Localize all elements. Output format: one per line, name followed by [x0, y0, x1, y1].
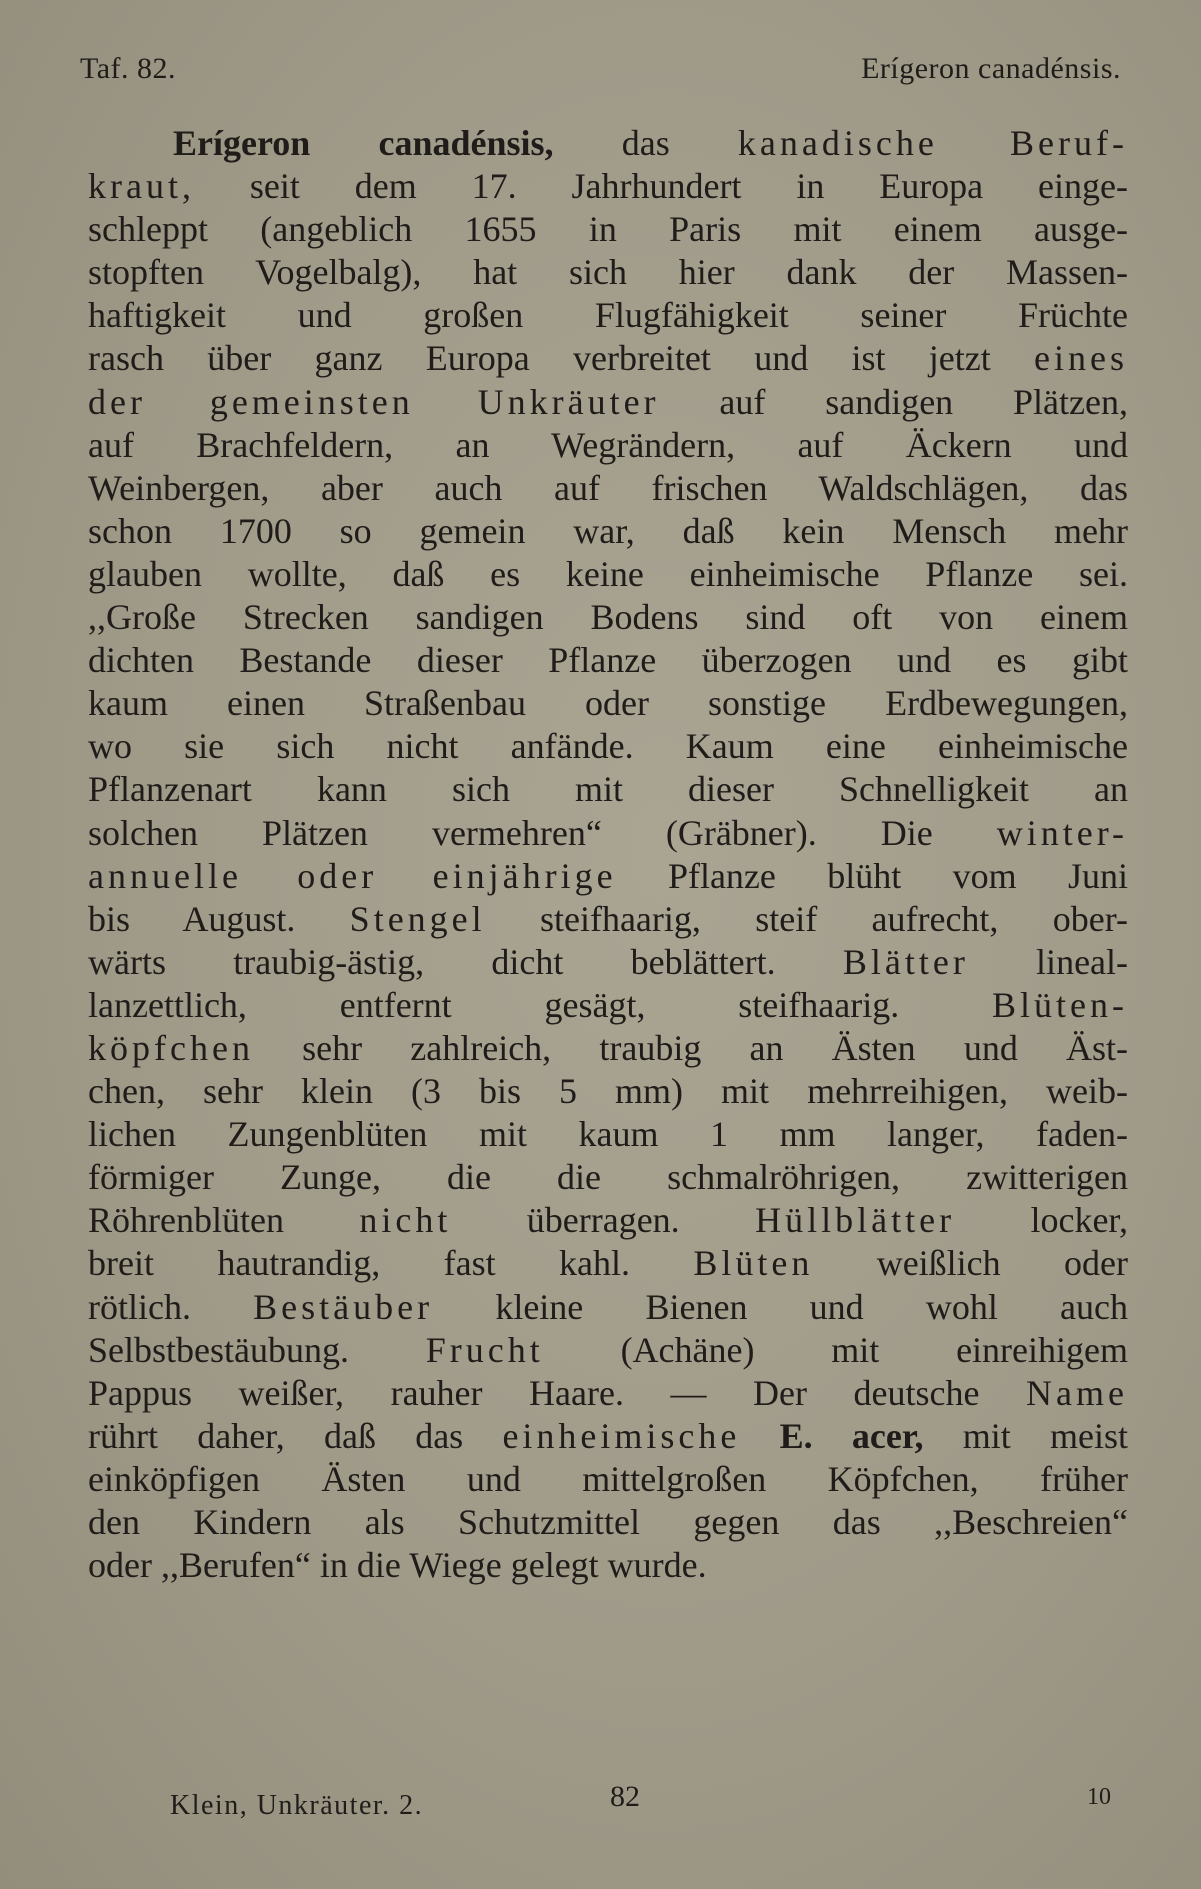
text-line: schleppt (angeblich 1655 in Paris mit einem ausge- [88, 209, 1128, 250]
text-line: bis August. Stengel steifhaarig, steif aufrecht, ober- [88, 898, 1128, 939]
running-title: Erígeron canadénsis. [861, 52, 1121, 85]
text-line: dichten Bestande dieser Pflanze überzogen und es gibt [88, 640, 1128, 681]
page-number: 82 [610, 1780, 640, 1813]
text-line: lichen Zungenblüten mit kaum 1 mm langer, faden- [88, 1114, 1128, 1155]
text-line: Pflanzenart kann sich mit dieser Schnelligkeit an [88, 769, 1128, 810]
text-line: ,,Große Strecken sandigen Bodens sind oft von einem [88, 597, 1128, 638]
text-line: Röhrenblüten nicht überragen. Hüllblätter locker, [88, 1200, 1128, 1241]
text-line: wo sie sich nicht anfände. Kaum eine einheimische [88, 726, 1128, 767]
text-line: köpfchen sehr zahlreich, traubig an Ästen und Äst- [88, 1027, 1128, 1068]
text-line: den Kindern als Schutzmittel gegen das ,,Beschreien“ [88, 1502, 1128, 1542]
book-reference: Klein, Unkräuter. 2. [170, 1790, 424, 1821]
signature-mark: 10 [1087, 1784, 1111, 1810]
text-line: rührt daher, daß das einheimische E. acer, mit meist [88, 1415, 1129, 1456]
text-line: Pappus weißer, rauher Haare. — Der deutsche Name [88, 1372, 1128, 1413]
text-line: Selbstbestäubung. Frucht (Achäne) mit einreihigem [88, 1329, 1128, 1370]
text-line: stopften Vogelbalg), hat sich hier dank der Massen- [88, 252, 1128, 293]
text-line: Weinbergen, aber auch auf frischen Waldschlägen, das [88, 467, 1128, 508]
text-line: oder ,,Berufen“ in die Wiege gelegt wurde. [88, 1545, 707, 1586]
text-line: auf Brachfeldern, an Wegrändern, auf Äckern und [88, 424, 1128, 465]
text-line: kaum einen Straßenbau oder sonstige Erdbewegungen, [88, 683, 1128, 724]
species-reference: E. acer, [740, 1415, 924, 1456]
page-header [80, 52, 1121, 92]
text-line: Erígeron canadénsis, das kanadische Beruf- [173, 123, 1128, 163]
text-line: breit hautrandig, fast kahl. Blüten weißlich oder [88, 1243, 1128, 1284]
text-line: förmiger Zunge, die die schmalröhrigen, zwitterigen [88, 1157, 1128, 1198]
text-line: glauben wollte, daß es keine einheimische Pflanze sei. [88, 553, 1128, 594]
text-line: solchen Plätzen vermehren“ (Gräbner). Die winter- [88, 812, 1128, 853]
species-name: Erígeron canadénsis, [173, 123, 554, 163]
text-line: chen, sehr klein (3 bis 5 mm) mit mehrreihigen, weib- [88, 1071, 1128, 1112]
text-line: annuelle oder einjährige Pflanze blüht vom Juni [88, 855, 1129, 896]
text-line: haftigkeit und großen Flugfähigkeit seiner Früchte [88, 295, 1128, 336]
text-line: schon 1700 so gemein war, daß kein Mensch mehr [88, 510, 1128, 551]
text-line: rötlich. Bestäuber kleine Bienen und wohl auch [88, 1286, 1128, 1327]
text-line: wärts traubig-ästig, dicht beblättert. Blätter lineal- [88, 941, 1129, 982]
text-line: kraut, seit dem 17. Jahrhundert in Europa einge- [88, 166, 1128, 207]
text-line: lanzettlich, entfernt gesägt, steifhaarig. Blüten- [88, 984, 1128, 1025]
text-line: einköpfigen Ästen und mittelgroßen Köpfchen, früher [88, 1458, 1128, 1499]
body-text [88, 122, 1128, 1587]
text-line: rasch über ganz Europa verbreitet und ist jetzt eines [88, 338, 1128, 379]
text-line: der gemeinsten Unkräuter auf sandigen Plätzen, [88, 381, 1128, 422]
plate-number: Taf. 82. [80, 52, 177, 85]
common-name: kanadische Beruf- [737, 123, 1128, 163]
page-footer [170, 1780, 1111, 1824]
